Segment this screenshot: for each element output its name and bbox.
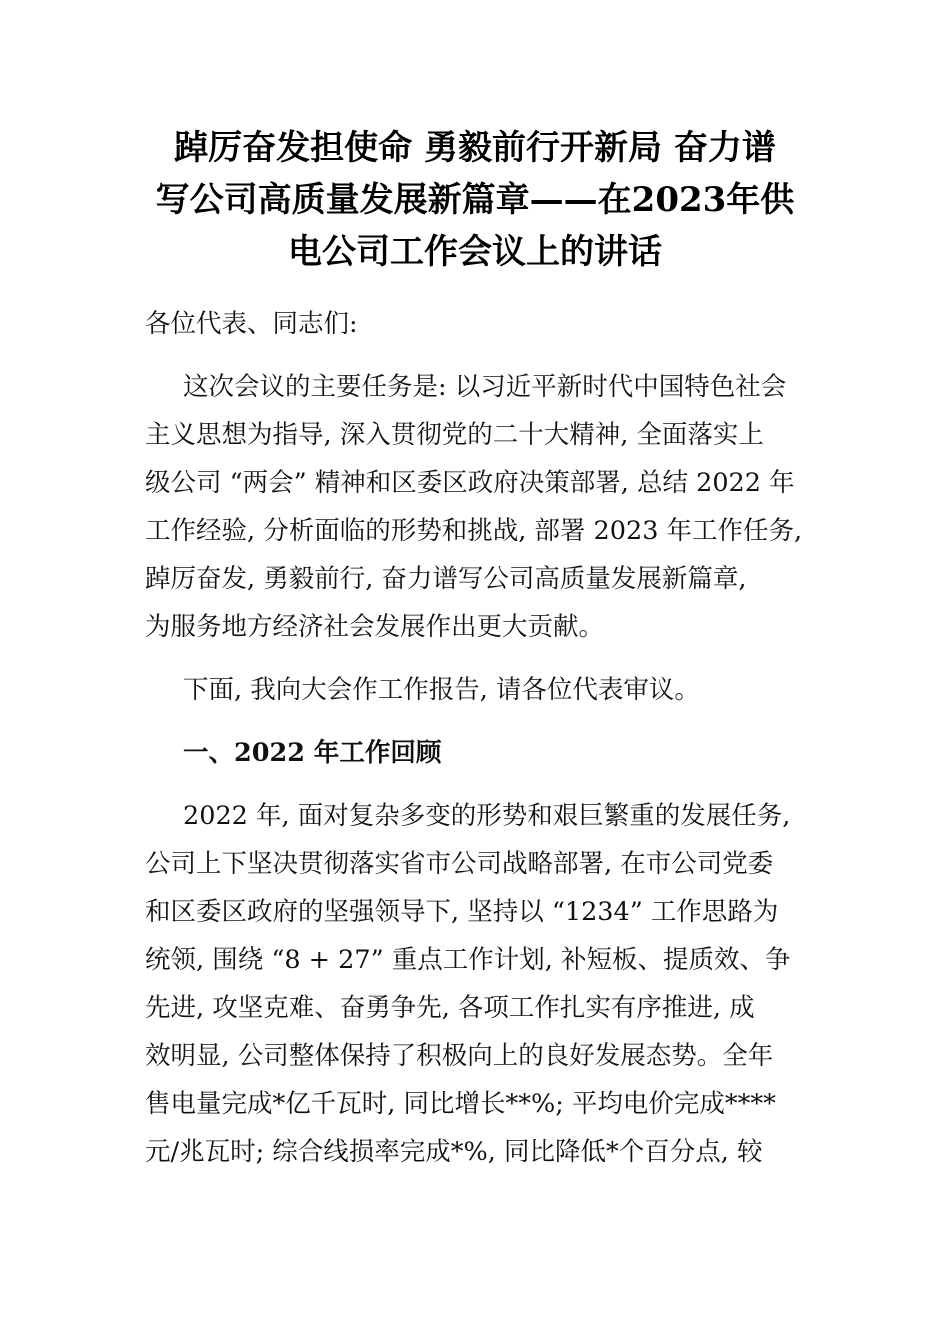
paragraph-line: 这次会议的主要任务是: 以习近平新时代中国特色社会 xyxy=(183,372,787,402)
title-line: 写公司高质量发展新篇章——在2023年供 xyxy=(155,180,795,220)
title-line: 踔厉奋发担使命 勇毅前行开新局 奋力谱 xyxy=(174,128,776,168)
paragraph-line: 售电量完成*亿千瓦时, 同比增长**%; 平均电价完成**** xyxy=(145,1089,776,1119)
paragraph-line: 元/兆瓦时; 综合线损率完成*%, 同比降低*个百分点, 较 xyxy=(145,1137,763,1167)
paragraph-line: 为服务地方经济社会发展作出更大贡献。 xyxy=(145,612,605,642)
document-title xyxy=(140,122,810,278)
section-heading: 一、2022 年工作回顾 xyxy=(183,738,442,768)
paragraph-line: 工作经验, 分析面临的形势和挑战, 部署 2023 年工作任务, xyxy=(145,516,803,546)
paragraph-review xyxy=(145,792,810,1176)
paragraph-line: 主义思想为指导, 深入贯彻党的二十大精神, 全面落实上 xyxy=(145,420,764,450)
paragraph-line: 公司上下坚决贯彻落实省市公司战略部署, 在市公司党委 xyxy=(145,849,774,879)
salutation: 各位代表、同志们: xyxy=(145,309,358,339)
paragraph-line: 先进, 攻坚克难、奋勇争先, 各项工作扎实有序推进, 成 xyxy=(145,993,755,1023)
paragraph-line: 和区委区政府的坚强领导下, 坚持以 “1234” 工作思路为 xyxy=(145,897,779,927)
document-body xyxy=(145,300,810,1176)
paragraph-line: 踔厉奋发, 勇毅前行, 奋力谱写公司高质量发展新篇章, xyxy=(145,564,747,594)
paragraph-line: 级公司 “两会” 精神和区委区政府决策部署, 总结 2022 年 xyxy=(145,468,795,498)
paragraph-line: 效明显, 公司整体保持了积极向上的良好发展态势。全年 xyxy=(145,1041,774,1071)
paragraph-report: 下面, 我向大会作工作报告, 请各位代表审议。 xyxy=(183,675,700,705)
paragraph-line: 统领, 围绕 “8 + 27” 重点工作计划, 补短板、提质效、争 xyxy=(145,945,791,975)
paragraph-task xyxy=(145,363,810,651)
paragraph-line: 2022 年, 面对复杂多变的形势和艰巨繁重的发展任务, xyxy=(183,801,791,831)
title-line: 电公司工作会议上的讲话 xyxy=(288,232,662,272)
